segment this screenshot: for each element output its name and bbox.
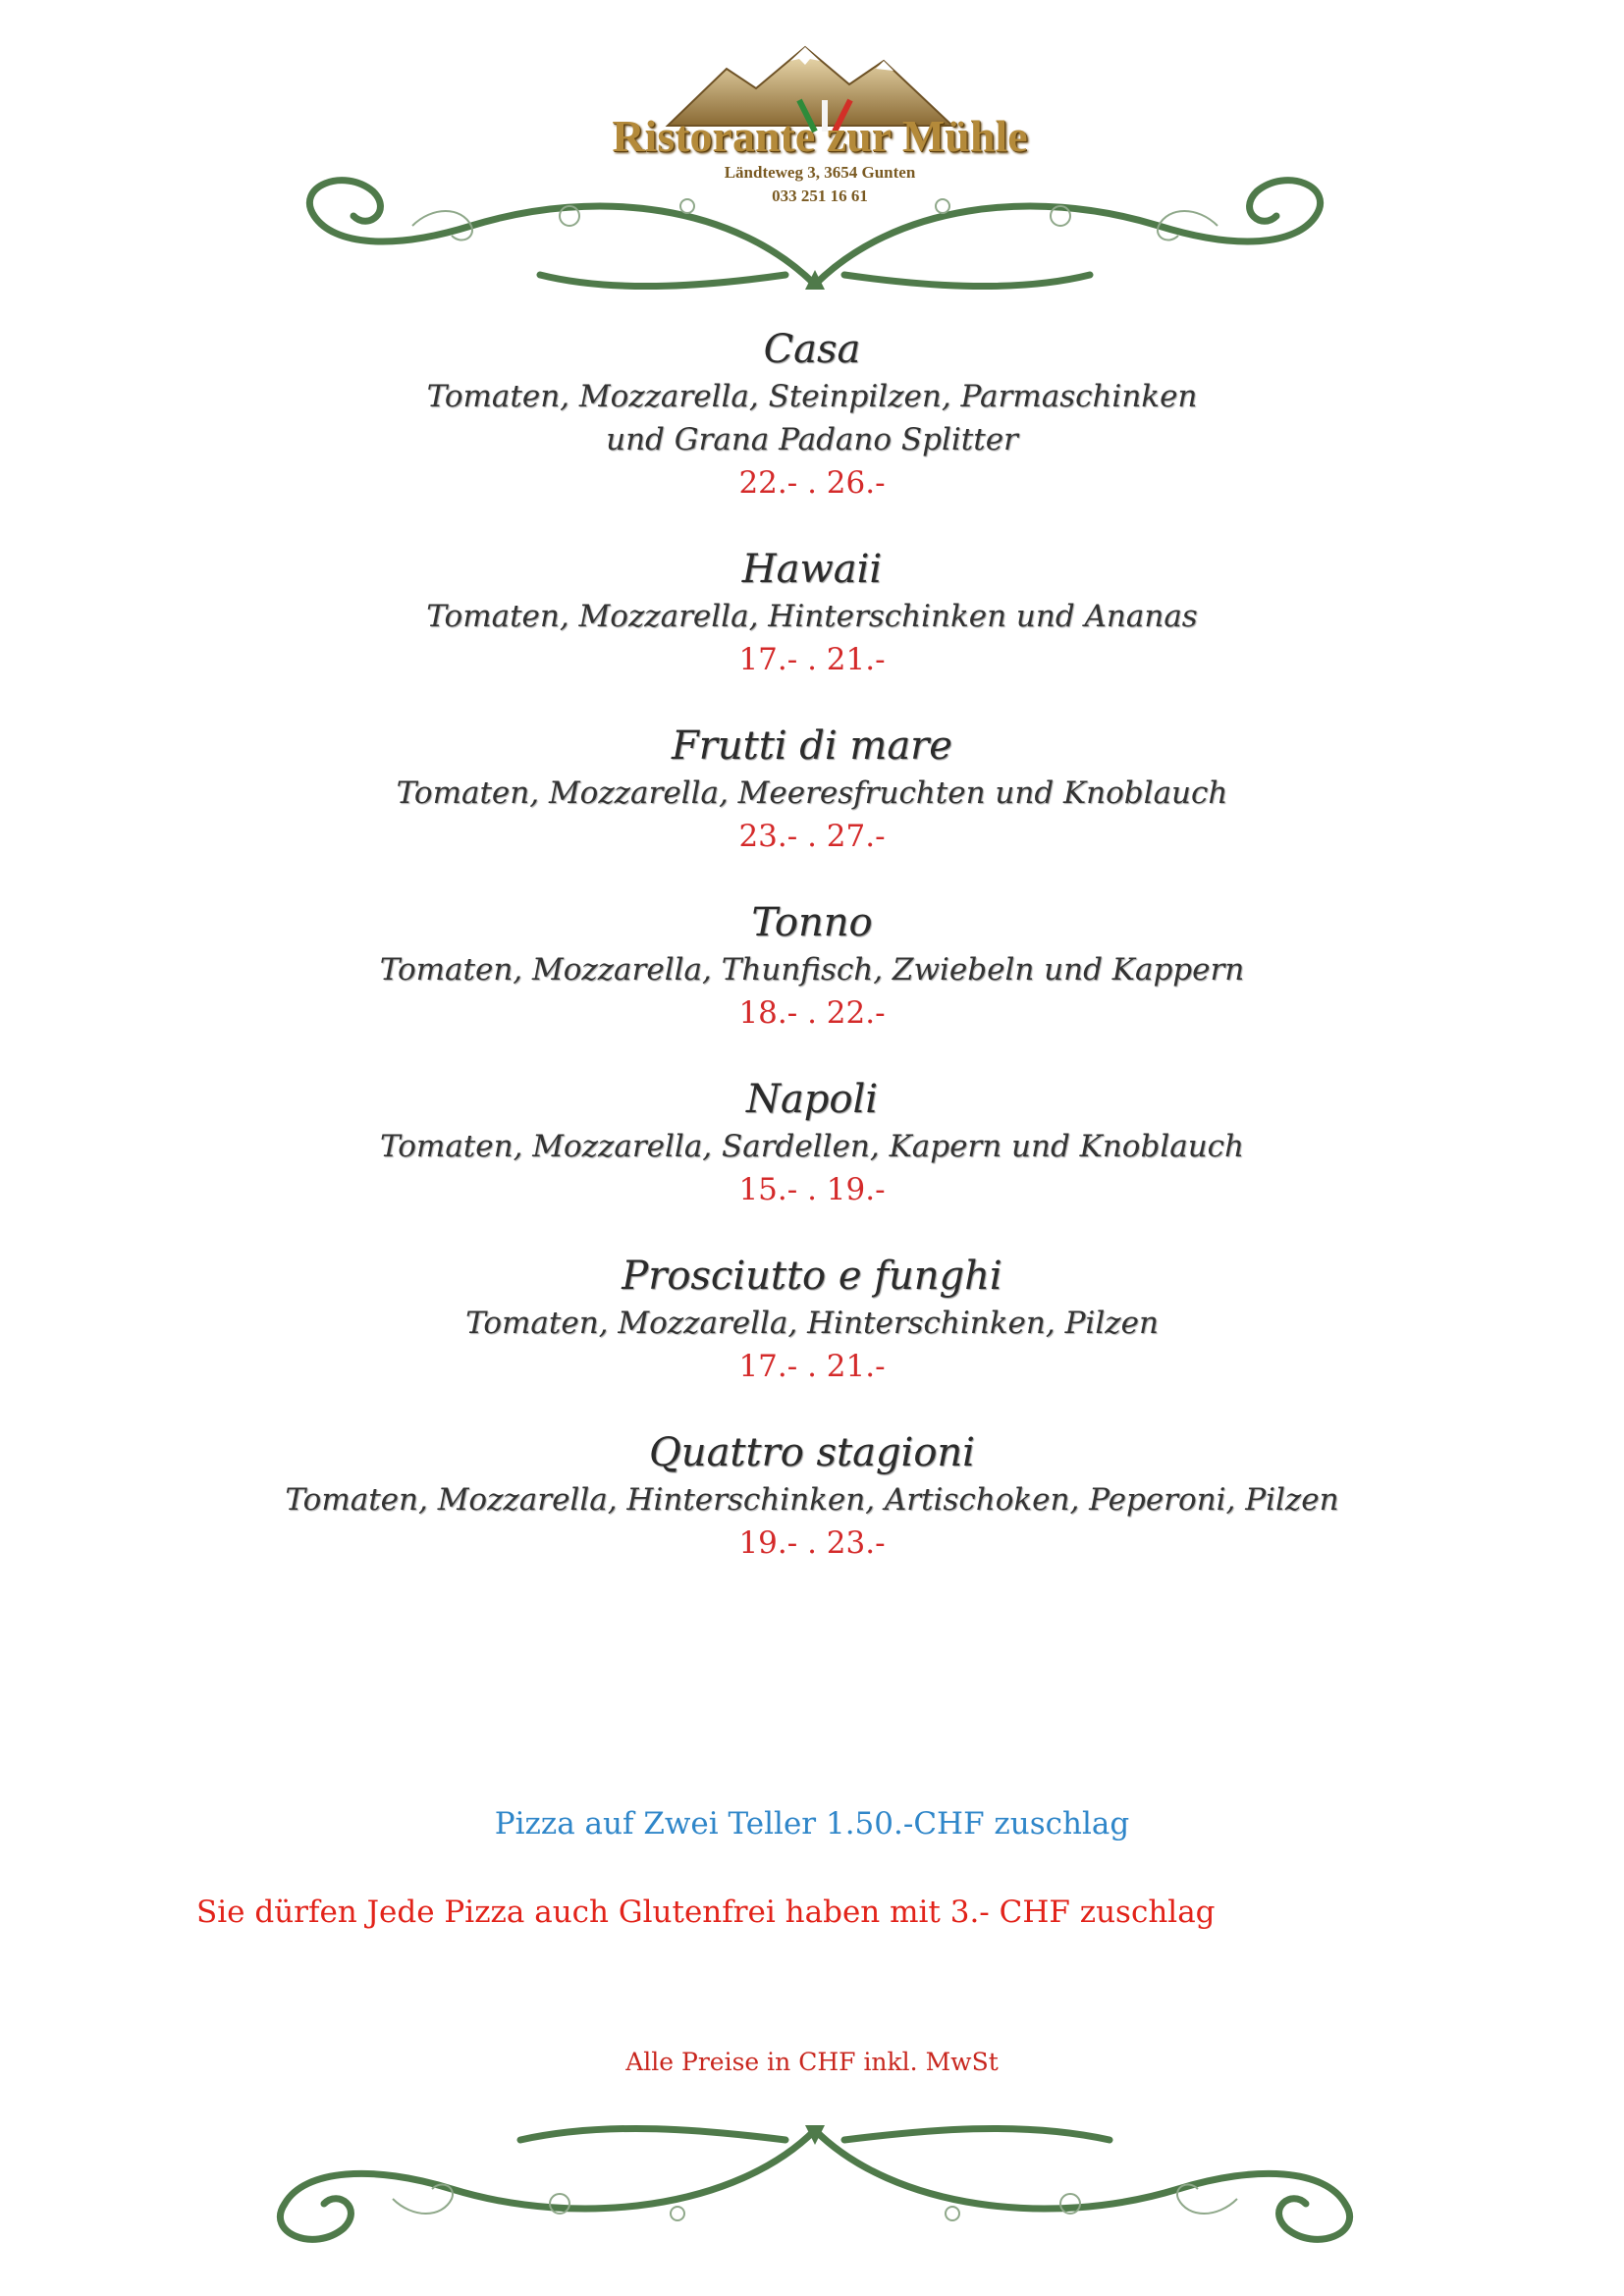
item-name: Tonno [751, 900, 873, 945]
menu-item [0, 1074, 1624, 1211]
pizza-menu-list [0, 324, 1624, 1604]
item-name: Napoli [745, 1077, 879, 1122]
item-price: 15.- . 19.- [738, 1172, 886, 1207]
menu-item [0, 1427, 1624, 1565]
item-price: 17.- . 21.- [738, 642, 886, 677]
plate-surcharge-note: Pizza auf Zwei Teller 1.50.-CHF zuschlag [494, 1806, 1130, 1842]
restaurant-address: Ländteweg 3, 3654 Gunten [724, 163, 916, 182]
item-description: Tomaten, Mozzarella, Hinterschinken, Artischoken, Peperoni, Pilzen [285, 1482, 1339, 1518]
item-description: Tomaten, Mozzarella, Hinterschinken und Ananas [426, 599, 1198, 634]
item-price: 23.- . 27.- [738, 819, 886, 854]
item-price: 18.- . 22.- [738, 995, 886, 1031]
restaurant-name: Ristorante zur Mühle [612, 111, 1028, 161]
menu-item [0, 544, 1624, 681]
item-price: 19.- . 23.- [738, 1525, 886, 1561]
menu-item [0, 1251, 1624, 1388]
menu-item [0, 721, 1624, 858]
top-ornament-icon [275, 167, 1355, 304]
item-description: Tomaten, Mozzarella, Thunfisch, Zwiebeln und Kappern [379, 952, 1245, 988]
item-name: Prosciutto e funghi [622, 1254, 1002, 1299]
item-price: 17.- . 21.- [738, 1349, 886, 1384]
item-name: Casa [763, 327, 861, 372]
item-description: Tomaten, Mozzarella, Sardellen, Kapern und Knoblauch [379, 1129, 1245, 1164]
item-name: Quattro stagioni [649, 1430, 975, 1475]
vat-note: Alle Preise in CHF inkl. MwSt [625, 2048, 999, 2076]
item-description: Tomaten, Mozzarella, Hinterschinken, Pilzen [465, 1306, 1159, 1341]
item-price: 22.- . 26.- [738, 465, 886, 501]
menu-item [0, 897, 1624, 1035]
item-name: Frutti di mare [672, 723, 952, 769]
restaurant-phone: 033 251 16 61 [772, 187, 868, 205]
item-description: Tomaten, Mozzarella, Steinpilzen, Parmaschinken [426, 379, 1198, 414]
gluten-free-note: Sie dürfen Jede Pizza auch Glutenfrei haben mit 3.- CHF zuschlag [196, 1895, 1216, 1930]
bottom-ornament-icon [245, 2110, 1384, 2258]
item-name: Hawaii [741, 547, 883, 592]
item-description: Tomaten, Mozzarella, Meeresfruchten und Knoblauch [396, 775, 1228, 811]
item-description: und Grana Padano Splitter [606, 422, 1018, 457]
menu-item [0, 324, 1624, 505]
menu-header [275, 39, 1355, 304]
